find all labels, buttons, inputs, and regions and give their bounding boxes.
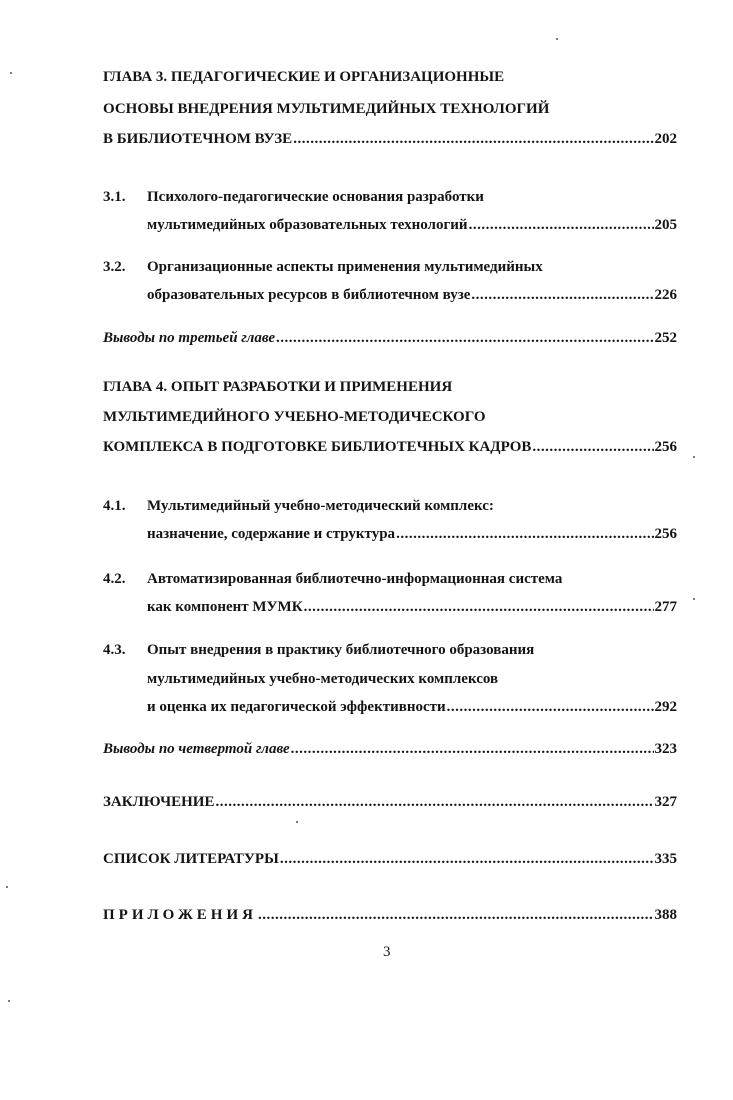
toc-entry-3-2 [147,286,677,304]
toc-entry-chapter3-conclusion [103,329,677,347]
dot-leader [471,286,653,304]
conclusion-label: ЗАКЛЮЧЕНИЕ [103,794,215,810]
dot-leader [396,525,653,543]
dot-leader [447,698,654,716]
section-number: 4.1. [103,498,126,514]
toc-entry-conclusion [103,793,677,811]
conclusion-page: 327 [654,794,677,810]
section-number: 4.2. [103,571,126,587]
chapter3-conclusion-page: 252 [654,330,677,346]
toc-entry-chapter4-conclusion [103,740,677,758]
chapter3-title-line2: ОСНОВЫ ВНЕДРЕНИЯ МУЛЬТИМЕДИЙНЫХ ТЕХНОЛОГИЙ [103,101,550,117]
dot-leader [291,740,654,758]
dot-leader [293,130,653,148]
toc-entry-4-2 [147,598,677,616]
section-4-1-line2: назначение, содержание и структура [147,526,396,542]
scan-speck [296,821,298,823]
section-number: 4.3. [103,642,126,658]
scan-speck [8,1000,10,1002]
chapter3-conclusion-label: Выводы по третьей главе [103,330,276,346]
dot-leader [215,793,653,811]
section-3-2-line2: образовательных ресурсов в библиотечном вузе [147,287,471,303]
scan-speck [556,38,558,40]
dot-leader [304,598,654,616]
section-4-1-page: 256 [654,526,677,542]
chapter3-title-line1: ГЛАВА 3. ПЕДАГОГИЧЕСКИЕ И ОРГАНИЗАЦИОННЫЕ [103,69,505,85]
chapter4-title-line1: ГЛАВА 4. ОПЫТ РАЗРАБОТКИ И ПРИМЕНЕНИЯ [103,379,453,395]
section-3-2-line1: Организационные аспекты применения мультимедийных [147,259,543,275]
section-3-1-line2: мультимедийных образовательных технологий [147,217,468,233]
section-4-3-line3: и оценка их педагогической эффективности [147,699,446,715]
section-4-2-line2: как компонент МУМК [147,599,303,615]
scan-speck [693,456,695,458]
page-number: 3 [383,944,391,960]
chapter3-title-line3: В БИБЛИОТЕЧНОМ ВУЗЕ [103,131,293,147]
section-4-3-line2: мультимедийных учебно-методических комплексов [147,671,499,687]
dot-leader [280,850,654,868]
bibliography-page: 335 [654,851,677,867]
section-number: 3.2. [103,259,126,275]
scan-speck [6,886,8,888]
appendices-label: ПРИЛОЖЕНИЯ [103,907,257,923]
dot-leader [469,216,654,234]
section-3-1-page: 205 [654,217,677,233]
bibliography-label: СПИСОК ЛИТЕРАТУРЫ [103,851,279,867]
section-4-2-page: 277 [654,599,677,615]
toc-entry-chapter3 [103,130,677,148]
scan-speck [10,72,12,74]
dot-leader [276,329,653,347]
section-3-2-page: 226 [654,287,677,303]
section-3-1-line1: Психолого-педагогические основания разработки [147,189,484,205]
section-4-1-line1: Мультимедийный учебно-методический комплекс: [147,498,494,514]
dot-leader [258,906,654,924]
section-number: 3.1. [103,189,126,205]
chapter4-title-line3: КОМПЛЕКСА В ПОДГОТОВКЕ БИБЛИОТЕЧНЫХ КАДРОВ [103,439,532,455]
chapter3-page: 202 [654,131,677,147]
chapter4-title-line2: МУЛЬТИМЕДИЙНОГО УЧЕБНО-МЕТОДИЧЕСКОГО [103,409,486,425]
toc-entry-appendices [103,906,677,924]
chapter4-page: 256 [654,439,677,455]
chapter4-conclusion-page: 323 [654,741,677,757]
toc-entry-4-1 [147,525,677,543]
scan-speck [693,598,695,600]
section-4-3-line1: Опыт внедрения в практику библиотечного образования [147,642,535,658]
toc-entry-3-1 [147,216,677,234]
section-4-2-line1: Автоматизированная библиотечно-информационная система [147,571,563,587]
dot-leader [532,438,653,456]
toc-entry-chapter4 [103,438,677,456]
toc-entry-4-3 [147,698,677,716]
section-4-3-page: 292 [654,699,677,715]
chapter4-conclusion-label: Выводы по четвертой главе [103,741,290,757]
appendices-page: 388 [654,907,677,923]
toc-entry-bibliography [103,850,677,868]
